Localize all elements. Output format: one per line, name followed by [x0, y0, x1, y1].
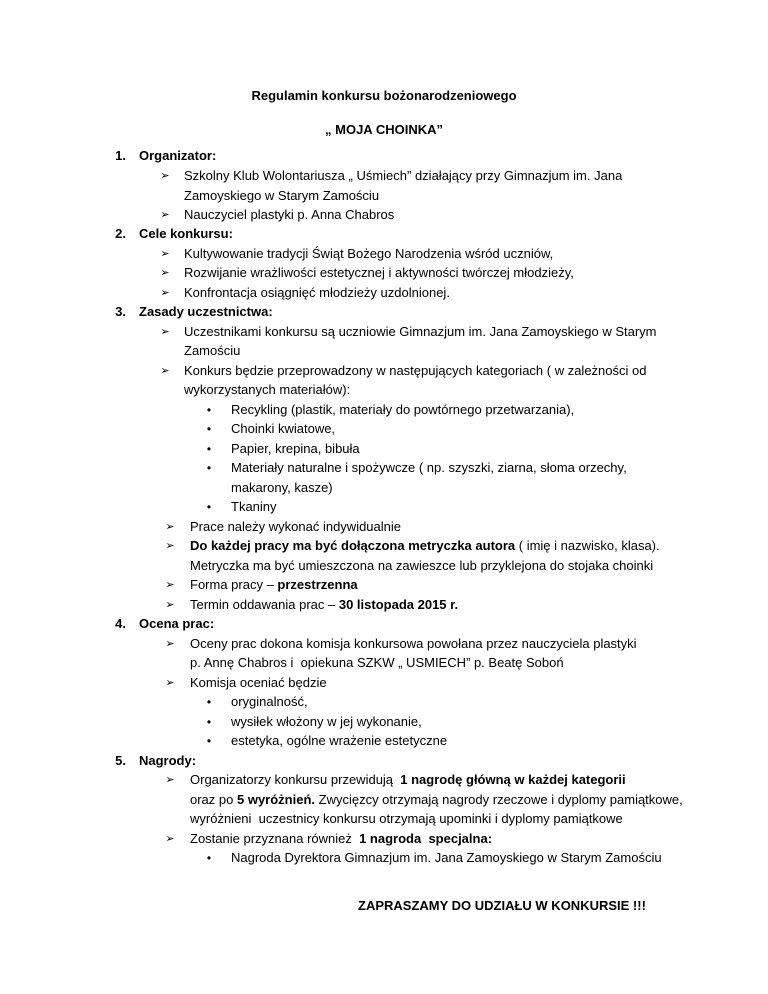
list-item-continuation: wykorzystanych materiałów): — [184, 382, 351, 397]
list-item-continuation: Metryczka ma być umieszczona na zawieszce lub przyklejona do stojaka choinki — [190, 558, 654, 573]
criteria-item: wysiłek włożony w jej wykonanie, — [231, 714, 422, 729]
section-number: 2. — [115, 226, 126, 241]
list-item — [190, 575, 358, 595]
dot-bullet-icon: • — [206, 403, 212, 417]
list-item: Szkolny Klub Wolontariusza „ Uśmiech” działający przy Gimnazjum im. Jana — [184, 168, 623, 183]
document-subtitle: „ MOJA CHOINKA” — [325, 122, 443, 137]
section-heading: Nagrody: — [139, 753, 197, 768]
plain-text: ( imię i nazwisko, klasa). — [515, 538, 660, 553]
arrow-bullet-icon: ➢ — [160, 248, 170, 260]
dot-bullet-icon: • — [206, 695, 212, 709]
list-item — [190, 770, 626, 790]
dot-bullet-icon: • — [206, 461, 212, 475]
category-item: Choinki kwiatowe, — [231, 421, 336, 436]
list-item: Uczestnikami konkursu są uczniowie Gimnazjum im. Jana Zamoyskiego w Starym — [184, 324, 657, 339]
section-number: 5. — [115, 753, 126, 768]
plain-text: oraz po — [190, 792, 237, 807]
arrow-bullet-icon: ➢ — [160, 326, 170, 338]
section-number: 1. — [115, 148, 126, 163]
list-item: Konfrontacja osiągnięć młodzieży uzdolnionej. — [184, 285, 450, 300]
emphasis-text: 5 wyróżnień. — [236, 792, 316, 807]
list-item-continuation: wyróżnieni uczestnicy konkursu otrzymają upominki i dyplomy pamiątkowe — [190, 811, 623, 826]
arrow-bullet-icon: ➢ — [165, 521, 175, 533]
arrow-bullet-icon: ➢ — [165, 599, 175, 611]
arrow-bullet-icon: ➢ — [165, 774, 175, 786]
section-number: 3. — [115, 304, 126, 319]
category-item: Recykling (plastik, materiały do powtórnego przetwarzania), — [231, 402, 575, 417]
list-item: Prace należy wykonać indywidualnie — [190, 519, 402, 534]
criteria-item: estetyka, ogólne wrażenie estetyczne — [231, 733, 448, 748]
list-item — [190, 595, 458, 615]
emphasis-text: 1 nagrodę główną w każdej kategorii — [400, 772, 626, 787]
list-item: Rozwijanie wrażliwości estetycznej i aktywności twórczej młodzieży, — [184, 265, 574, 280]
category-item: Tkaniny — [231, 499, 277, 514]
list-item-continuation: Zamoyskiego w Starym Zamościu — [184, 188, 380, 203]
arrow-bullet-icon: ➢ — [160, 170, 170, 182]
plain-text: Forma pracy – — [190, 577, 278, 592]
dot-bullet-icon: • — [206, 734, 212, 748]
document-title: Regulamin konkursu bożonarodzeniowego — [251, 88, 517, 103]
section-heading: Organizator: — [139, 148, 217, 163]
list-item: Nauczyciel plastyki p. Anna Chabros — [184, 207, 395, 222]
arrow-bullet-icon: ➢ — [165, 833, 175, 845]
plain-text: Termin oddawania prac – — [190, 597, 339, 612]
emphasis-text: 1 nagroda specjalna: — [359, 831, 493, 846]
list-item — [190, 536, 660, 556]
arrow-bullet-icon: ➢ — [160, 287, 170, 299]
section-number: 4. — [115, 616, 126, 631]
arrow-bullet-icon: ➢ — [165, 579, 175, 591]
list-item-continuation: Zamościu — [184, 343, 241, 358]
emphasis-text: przestrzenna — [277, 577, 358, 592]
dot-bullet-icon: • — [206, 715, 212, 729]
arrow-bullet-icon: ➢ — [165, 677, 175, 689]
section-heading: Ocena prac: — [139, 616, 215, 631]
category-item: Papier, krepina, bibuła — [231, 441, 360, 456]
list-item-continuation — [190, 790, 683, 810]
list-item-continuation: p. Annę Chabros i opiekuna SZKW „ USMIECH” p. Beatę Soboń — [190, 655, 564, 670]
plain-text: Zwycięzcy otrzymają nagrody rzeczowe i dyplomy pamiątkowe, — [315, 792, 683, 807]
section-heading: Zasady uczestnictwa: — [139, 304, 273, 319]
plain-text: Zostanie przyznana również — [190, 831, 360, 846]
criteria-item: oryginalność, — [231, 694, 308, 709]
list-item: Oceny prac dokona komisja konkursowa powołana przez nauczyciela plastyki — [190, 636, 637, 651]
emphasis-text: 30 listopada 2015 r. — [338, 597, 459, 612]
arrow-bullet-icon: ➢ — [160, 209, 170, 221]
dot-bullet-icon: • — [206, 500, 212, 514]
list-item: Konkurs będzie przeprowadzony w następujących kategoriach ( w zależności od — [184, 363, 647, 378]
emphasis-text: Do każdej pracy ma być dołączona metryczka autora — [190, 538, 516, 553]
section-heading: Cele konkursu: — [139, 226, 233, 241]
dot-bullet-icon: • — [206, 422, 212, 436]
list-item: Kultywowanie tradycji Świąt Bożego Narodzenia wśród uczniów, — [184, 246, 554, 261]
category-item: Materiały naturalne i spożywcze ( np. szyszki, ziarna, słoma orzechy, — [231, 460, 627, 475]
dot-bullet-icon: • — [206, 442, 212, 456]
category-item-continuation: makarony, kasze) — [231, 480, 333, 495]
arrow-bullet-icon: ➢ — [160, 267, 170, 279]
plain-text: Organizatorzy konkursu przewidują — [190, 772, 401, 787]
arrow-bullet-icon: ➢ — [160, 365, 170, 377]
dot-bullet-icon: • — [206, 851, 212, 865]
arrow-bullet-icon: ➢ — [165, 638, 175, 650]
arrow-bullet-icon: ➢ — [165, 540, 175, 552]
invitation-footer: ZAPRASZAMY DO UDZIAŁU W KONKURSIE !!! — [358, 898, 646, 913]
award-item: Nagroda Dyrektora Gimnazjum im. Jana Zamoyskiego w Starym Zamościu — [231, 850, 662, 865]
list-item: Komisja oceniać będzie — [190, 675, 327, 690]
list-item — [190, 829, 492, 849]
